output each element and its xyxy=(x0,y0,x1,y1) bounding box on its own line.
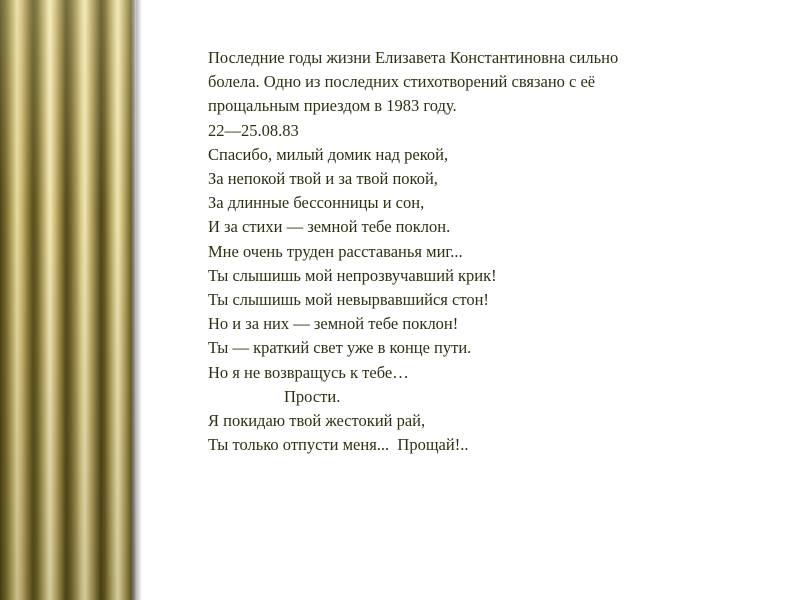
poem-line-10: Но я не возвращусь к тебе… xyxy=(208,362,409,382)
poem-line-7: Ты слышишь мой невырвавшийся стон! xyxy=(208,290,489,310)
poem-line-4: И за стихи — земной тебе поклон. xyxy=(208,217,451,237)
curtain-sheen xyxy=(0,0,136,600)
intro-line-2: болела. Одно из последних стихотворений связано с её xyxy=(208,72,596,92)
poem-line-11: Прости. xyxy=(284,386,341,406)
poem-line-9: Ты — краткий свет уже в конце пути. xyxy=(208,338,472,358)
poem-date: 22—25.08.83 xyxy=(208,120,299,140)
intro-line-3: прощальным приездом в 1983 году. xyxy=(208,96,457,116)
poem-line-13: Ты только отпусти меня... Прощай!.. xyxy=(208,435,469,455)
slide-text xyxy=(208,46,768,457)
intro-line-1: Последние годы жизни Елизавета Константиновна сильно xyxy=(208,48,619,67)
poem-line-5: Мне очень труден расставанья миг... xyxy=(208,241,463,261)
poem-line-1: Спасибо, милый домик над рекой, xyxy=(208,144,449,164)
poem-line-8: Но и за них — земной тебе поклон! xyxy=(208,314,459,334)
poem-line-3: За длинные бессонницы и сон, xyxy=(208,193,425,213)
poem-line-6: Ты слышишь мой непрозвучавший крик! xyxy=(208,265,497,285)
poem-line-12: Я покидаю твой жестокий рай, xyxy=(208,411,426,431)
poem-line-2: За непокой твой и за твой покой, xyxy=(208,169,438,189)
